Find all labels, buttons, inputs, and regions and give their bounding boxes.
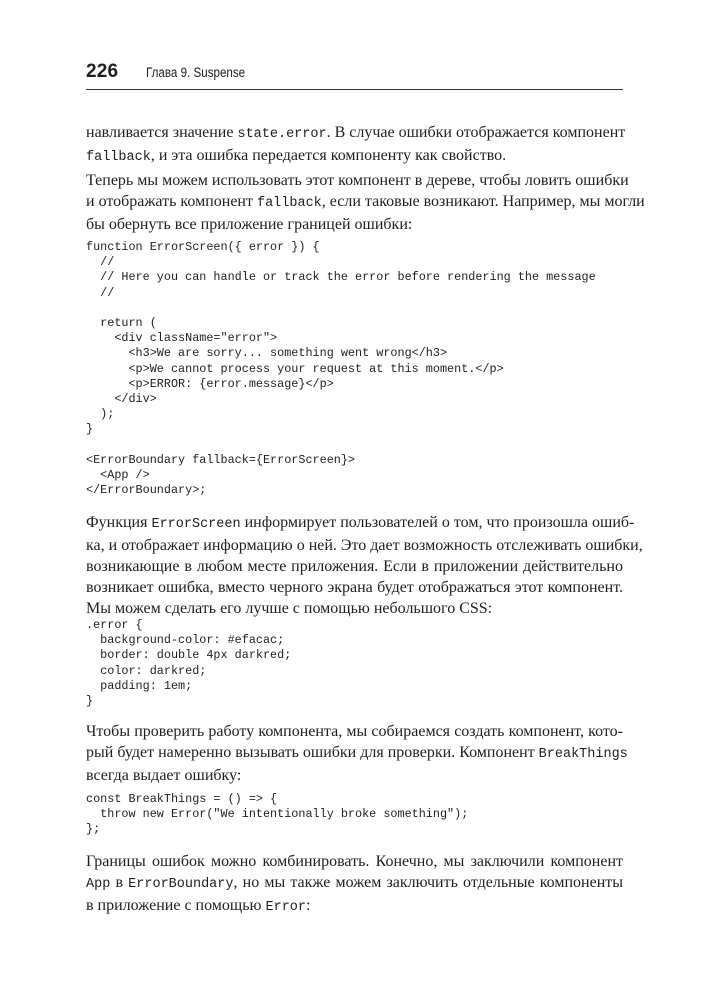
inline-code: ErrorScreen [151,517,241,532]
text-line: возникает ошибка, вместо черного экрана будет отображаться этот компонент. [86,579,623,596]
paragraph-5 [86,851,623,918]
text-line: Функция ErrorScreen информирует пользователей о том, что произошла ошиб- [86,514,635,532]
paragraph-3 [86,512,643,619]
text-line: fallback, и эта ошибка передается компоненту как свойство. [86,147,507,165]
inline-code: Error [265,900,307,915]
text-line: ка, и отображает информацию о ней. Это дает возможность отслеживать ошибки, [86,537,643,554]
text-line: Теперь мы можем использовать этот компонент в дереве, чтобы ловить ошибки [86,172,629,189]
text-line: и отображать компонент fallback, если таковые возникают. Например, мы могли [86,193,645,211]
running-header [86,61,623,90]
text-line: навливается значение state.error. В случае ошибки отображается компонент [86,124,626,142]
inline-code: fallback [256,196,322,211]
inline-code: App [86,877,111,892]
text-line: в приложение с помощью Error: [86,897,311,915]
text-line: Чтобы проверить работу компонента, мы собираемся создать компонент, кото- [86,723,623,740]
paragraph-2 [86,170,645,235]
inline-code: state.error [237,127,327,142]
text-line: всегда выдает ошибку: [86,767,242,784]
chapter-title: Глава 9. Suspense [146,65,246,80]
text-line: Границы ошибок можно комбинировать. Конечно, мы заключили компонент [86,853,623,870]
page-number: 226 [86,61,119,82]
text-line: рый будет намеренно вызывать ошибки для проверки. Компонент BreakThings [86,744,628,762]
inline-code: fallback [86,150,151,165]
inline-code: ErrorBoundary [128,877,234,892]
code-block-break-things: const BreakThings = () => { throw new Error("We intentionally broke something"); }; [86,792,469,837]
text-line: Мы можем сделать его лучше с помощью небольшого CSS: [86,600,493,617]
text-line: App в ErrorBoundary, но мы также можем заключить отдельные компоненты [86,874,624,892]
text-line: бы обернуть все приложение границей ошибки: [86,216,413,233]
inline-code: BreakThings [538,747,628,762]
text-line: возникающие в любом месте приложения. Если в приложении действительно [86,558,623,575]
code-block-error-screen: function ErrorScreen({ error }) { // // Here you can handle or track the error before rendering the message // return ( <div className="error"> <h3>We are sorry... something went wrong</h3> <p>We cannot process your request at this moment.</p> <p>ERROR: {error.message}</p> </div> ); } <ErrorBoundary fallback={ErrorScreen}> <App /> </ErrorBoundary>; [86,240,596,498]
code-block-css: .error { background-color: #efacac; border: double 4px darkred; color: darkred; padding: 1em; } [86,618,292,709]
paragraph-1 [86,122,626,168]
paragraph-4 [86,721,628,786]
